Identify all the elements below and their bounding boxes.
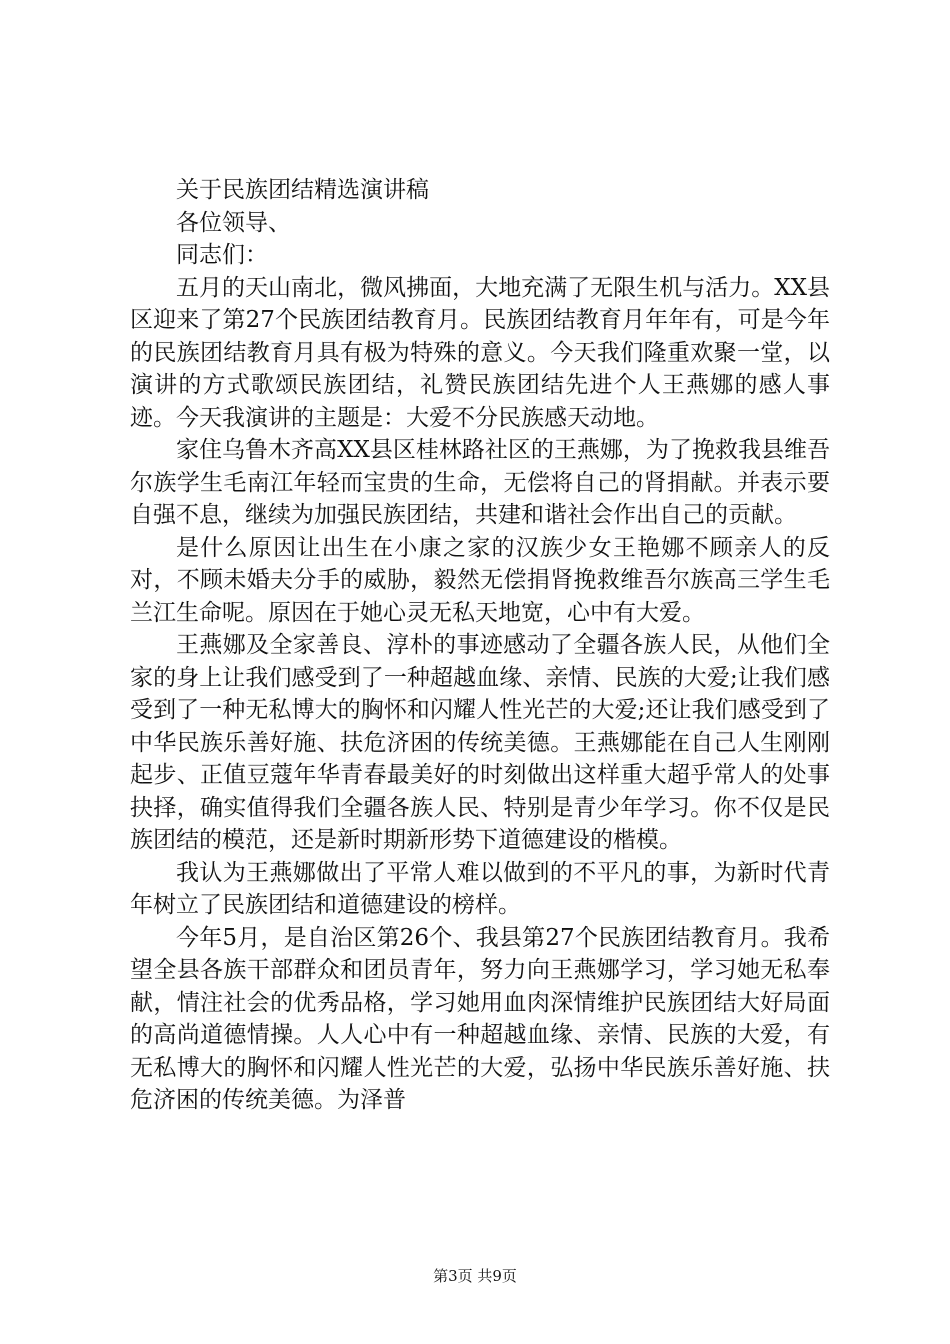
page-number-footer: 第3页 共9页	[433, 1267, 517, 1285]
salutation-leaders: 各位领导、	[176, 209, 291, 236]
paragraph-moved: 王燕娜及全家善良、淳朴的事迹感动了全疆各族人民，从他们全家的身上让我们感受到了一种超越血缘、亲情、民族的大爱;让我们感受到了一种无私博大的胸怀和闪耀人性光芒的大爱;还让我们感受到了中华民族乐善好施、扶危济困的传统美德。王燕娜能在自己人生刚刚起步、正值豆蔻年华青春最美好的时刻做出这样重大超乎常人的处事抉择，确实值得我们全疆各族人民、特别是青少年学习。你不仅是民族团结的模范，还是新时期新形势下道德建设的楷模。	[130, 632, 830, 853]
salutation-comrades: 同志们：	[176, 242, 268, 268]
paragraph-call-to-action: 今年5月，是自治区第26个、我县第27个民族团结教育月。我希望全县各族干部群众和团员青年，努力向王燕娜学习，学习她无私奉献，情注社会的优秀品格，学习她用血肉深情维护民族团结大好局面的高尚道德情操。人人心中有一种超越血缘、亲情、民族的大爱，有无私博大的胸怀和闪耀人性光芒的大爱，弘扬中华民族乐善好施、扶危济困的传统美德。为泽普	[130, 924, 830, 1113]
paragraph-donation: 家住乌鲁木齐高XX县区桂林路社区的王燕娜，为了挽救我县维吾尔族学生毛南江年轻而宝贵的生命，无偿将自己的肾捐献。并表示要自强不息，继续为加强民族团结，共建和谐社会作出自己的贡献。	[130, 437, 830, 528]
paragraph-example: 我认为王燕娜做出了平常人难以做到的不平凡的事，为新时代青年树立了民族团结和道德建设的榜样。	[130, 859, 830, 918]
paragraph-opening: 五月的天山南北，微风拂面，大地充满了无限生机与活力。XX县区迎来了第27个民族团结教育月。民族团结教育月年年有，可是今年的民族团结教育月具有极为特殊的意义。今天我们隆重欢聚一堂，以演讲的方式歌颂民族团结，礼赞民族团结先进个人王燕娜的感人事迹。今天我演讲的主题是：大爱不分民族感天动地。	[130, 274, 830, 431]
document-body	[130, 174, 830, 1117]
paragraph-reason: 是什么原因让出生在小康之家的汉族少女王艳娜不顾亲人的反对，不顾未婚夫分手的威胁，毅然无偿捐肾挽救维吾尔族高三学生毛兰江生命呢。原因在于她心灵无私天地宽，心中有大爱。	[130, 534, 830, 626]
document-title: 关于民族团结精选演讲稿	[176, 177, 429, 203]
